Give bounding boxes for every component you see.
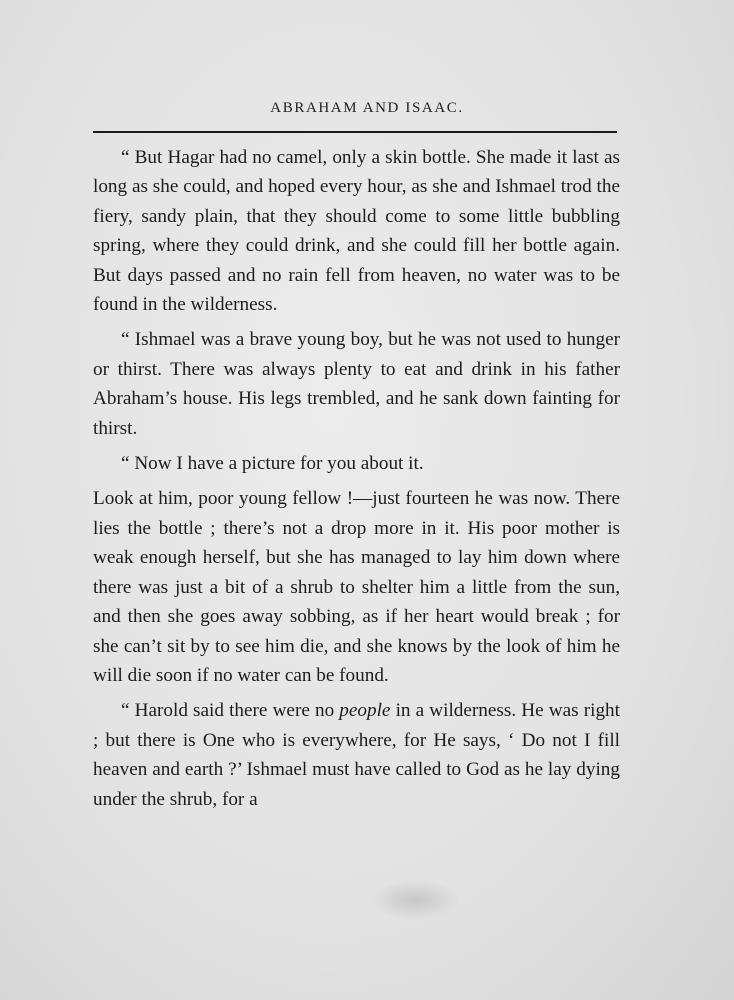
emphasis-people: people [339, 700, 391, 722]
paragraph-3: “ Now I have a picture for you about it. [121, 453, 424, 475]
paragraph-5-start: “ Harold said there were no [121, 700, 340, 722]
paragraph-5-end: in a wilderness. He was right ; but there is One who is everywhere, for He says, ‘ Do not I fill heaven and earth ?’ Ishmael must have called to God as he lay dying under the shrub, for a [93, 700, 620, 810]
paragraph-4: Look at him, poor young fellow !—just fourteen he was now. There lies the bottle ; there’s not a drop more in it. His poor mother is weak enough herself, but she has managed to lay him down where there was just a bit of a shrub to shelter him a little from the sun, and then she goes away sobbing, as if her heart would break ; for she can’t sit by to see him die, and she knows by the look of him he will die soon if no water can be found. [93, 488, 620, 686]
paragraph-1: “ But Hagar had no camel, only a skin bottle. She made it last as long as she could, and hoped every hour, as she and Ishmael trod the fiery, sandy plain, that they should come to some little bubbling spring, where they could drink, and she could fill her bottle again. But days passed and no rain fell from heaven, no water was to be found in the wilderness. [93, 147, 620, 316]
running-head: ABRAHAM AND ISAAC. [270, 100, 464, 116]
paragraph-2: “ Ishmael was a brave young boy, but he was not used to hunger or thirst. There was always plenty to eat and drink in his father Abraham’s house. His legs trembled, and he sank down fainting for thirst. [93, 329, 620, 439]
body-text [93, 143, 620, 820]
header-rule [93, 131, 617, 133]
paragraph-5 [93, 696, 620, 814]
paper-stain [370, 880, 460, 920]
